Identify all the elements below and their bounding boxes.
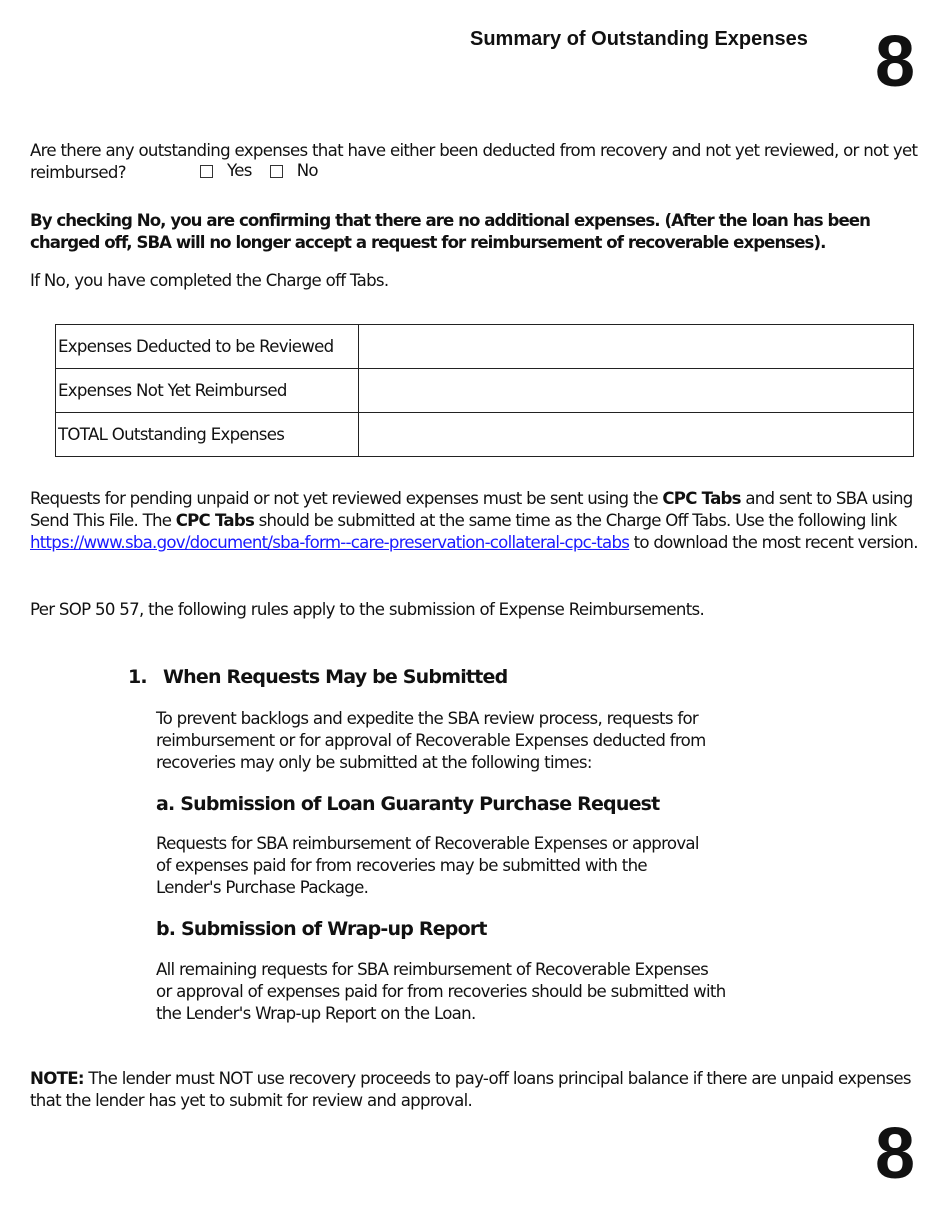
if-no-note: If No, you have completed the Charge off Tabs.: [30, 271, 389, 290]
final-note: [30, 1068, 925, 1112]
requests-paragraph: [30, 488, 925, 554]
cpc-tabs-term: CPC Tabs: [175, 511, 255, 530]
yes-label: Yes: [227, 161, 252, 180]
subsection-a-heading: a. Submission of Loan Guaranty Purchase Request: [156, 793, 660, 815]
no-checkbox[interactable]: [270, 165, 283, 178]
row-label-total: TOTAL Outstanding Expenses: [56, 413, 359, 457]
section-intro: To prevent backlogs and expedite the SBA review process, requests for reimbursement or for approval of Recoverable Expenses deducted from recoveries may only be submitted at the following times:: [156, 709, 706, 772]
no-label: No: [296, 161, 318, 180]
sop-note: Per SOP 50 57, the following rules apply to the submission of Expense Reimbursements.: [30, 600, 705, 619]
outstanding-expenses-question: Are there any outstanding expenses that have either been deducted from recovery and not yet reviewed, or not yet reimbursed?: [30, 141, 918, 182]
subsection-a-text: Requests for SBA reimbursement of Recoverable Expenses or approval of expenses paid for from recoveries may be submitted with the Lender's Purchase Package.: [156, 834, 699, 897]
cpc-tabs-link[interactable]: https://www.sba.gov/document/sba-form--care-preservation-collateral-cpc-tabs: [30, 533, 630, 552]
expenses-deducted-field[interactable]: [359, 325, 914, 369]
note-label: NOTE:: [30, 1069, 84, 1088]
cpc-tabs-term: CPC Tabs: [662, 489, 741, 508]
table-row: [56, 325, 914, 369]
yes-no-options: [200, 160, 336, 182]
row-label-not-reimbursed: Expenses Not Yet Reimbursed: [56, 369, 359, 413]
confirmation-note: By checking No, you are confirming that there are no additional expenses. (After the loan has been charged off, SBA will no longer accept a request for reimbursement of recoverable expenses).: [30, 211, 870, 252]
page-title: Summary of Outstanding Expenses: [470, 28, 808, 50]
table-row: [56, 413, 914, 457]
tab-number-bottom: 8: [874, 1114, 916, 1194]
expenses-not-reimbursed-field[interactable]: [359, 369, 914, 413]
table-row: [56, 369, 914, 413]
section-number: 1.: [128, 666, 147, 688]
requests-text-1: Requests for pending unpaid or not yet reviewed expenses must be sent using the: [30, 489, 663, 508]
section-heading-text: When Requests May be Submitted: [163, 666, 508, 688]
requests-text-4: to download the most recent version.: [629, 533, 918, 552]
tab-number-top: 8: [874, 22, 916, 102]
yes-checkbox[interactable]: [200, 165, 213, 178]
section-heading: [128, 665, 507, 689]
yes-option[interactable]: [200, 160, 252, 182]
expenses-table: [55, 324, 914, 457]
row-label-deducted: Expenses Deducted to be Reviewed: [56, 325, 359, 369]
no-option[interactable]: [270, 160, 318, 182]
requests-text-3: should be submitted at the same time as the Charge Off Tabs. Use the following link: [254, 511, 897, 530]
subsection-b-text: All remaining requests for SBA reimbursement of Recoverable Expenses or approval of expenses paid for from recoveries should be submitted with the Lender's Wrap-up Report on the Loan.: [156, 960, 726, 1023]
note-text: The lender must NOT use recovery proceeds to pay-off loans principal balance if there are unpaid expenses that the lender has yet to submit for review and approval.: [30, 1069, 911, 1110]
total-outstanding-field[interactable]: [359, 413, 914, 457]
subsection-b-heading: b. Submission of Wrap-up Report: [156, 918, 487, 940]
requests-text-2: and sent to SBA using Send This File. The: [30, 489, 913, 530]
